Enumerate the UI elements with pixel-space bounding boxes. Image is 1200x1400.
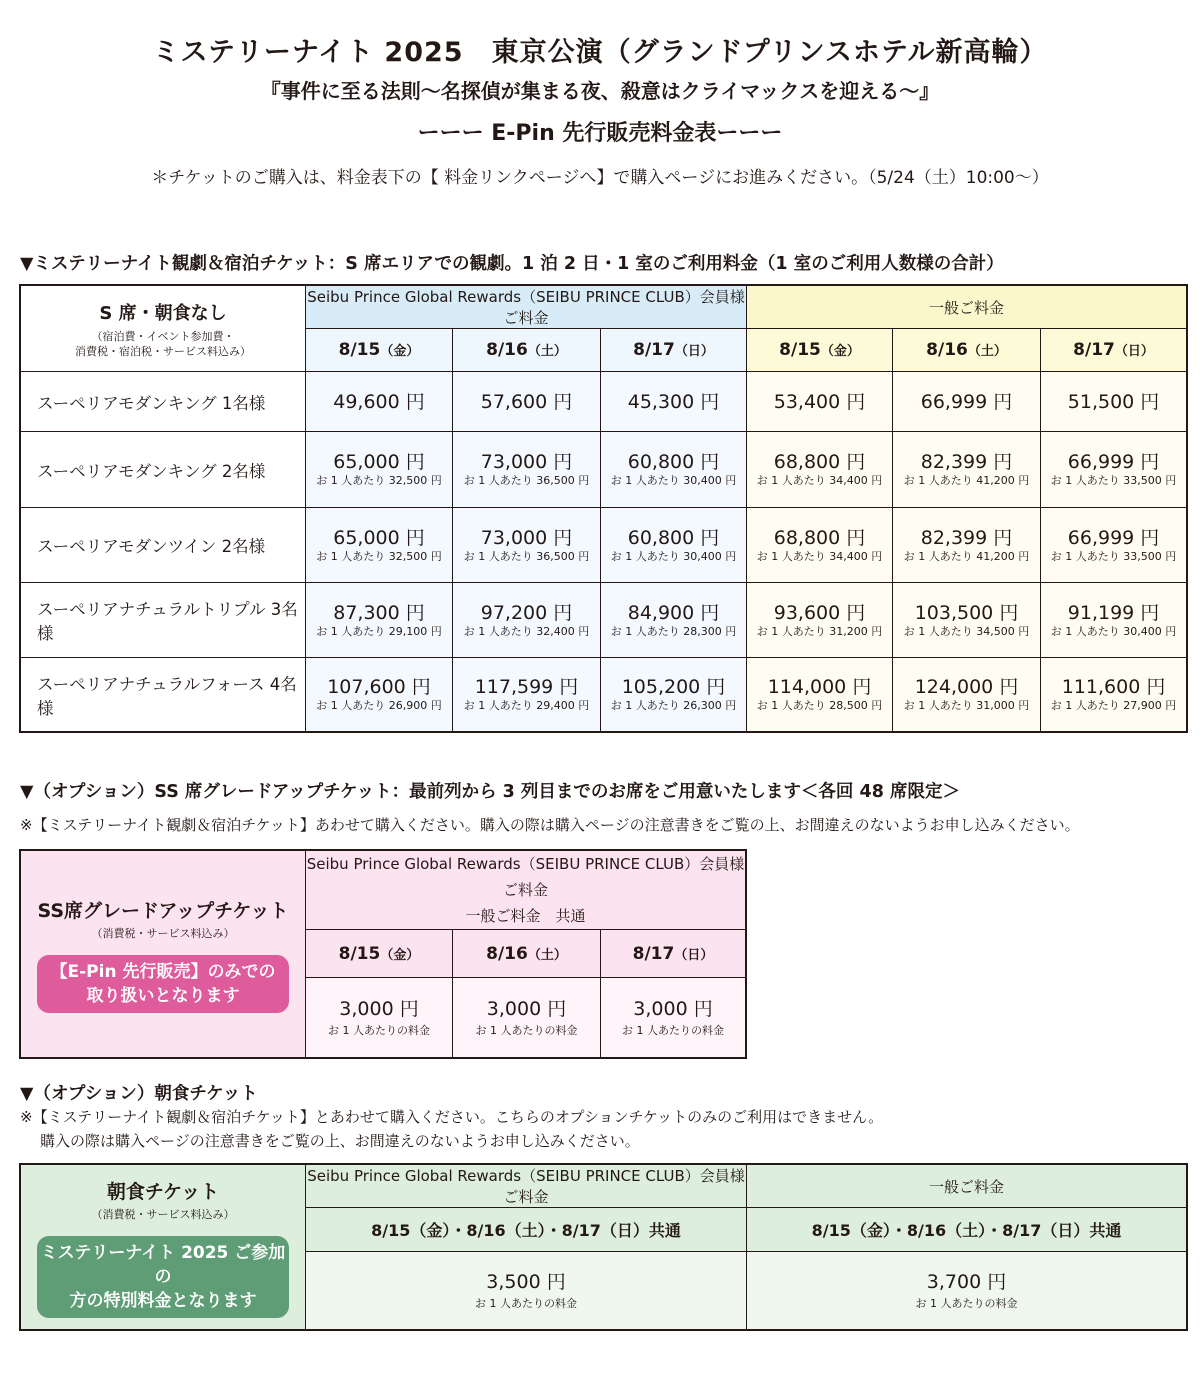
price-cell: 124,000 円 お 1 人あたり 31,000 円 (893, 658, 1041, 732)
price-cell: 107,600 円 お 1 人あたり 26,900 円 (306, 658, 453, 732)
price-cell: 97,200 円 お 1 人あたり 32,400 円 (453, 583, 601, 658)
breakfast-corner-sub: （消費税・サービス料込み） (91, 1207, 235, 1221)
stay-price-table (20, 285, 1187, 732)
price-cell: 66,999 円 (893, 372, 1041, 432)
room-type: スーペリアモダンキング 2名様 (21, 432, 306, 508)
breakfast-table (20, 1164, 1187, 1330)
price-cell: 3,700 円 お 1 人あたりの料金 (747, 1252, 1187, 1330)
price-cell: 66,999 円 お 1 人あたり 33,500 円 (1041, 432, 1187, 508)
table-row (21, 583, 1187, 658)
section3-note: 購入の際は購入ページの注意書きをご覧の上、お間違えのないようお申し込みください。 (40, 1132, 640, 1150)
room-type: スーペリアモダンキング 1名様 (21, 372, 306, 432)
ss-corner-sub: （消費税・サービス料込み） (91, 926, 235, 940)
epin-only-badge: 【E-Pin 先行販売】のみでの 取り扱いとなります (37, 955, 289, 1013)
room-type: スーペリアナチュラルトリプル 3名様 (21, 583, 306, 658)
price-cell: 3,500 円 お 1 人あたりの料金 (306, 1252, 747, 1330)
table-row (21, 372, 1187, 432)
price-cell: 84,900 円 お 1 人あたり 28,300 円 (601, 583, 747, 658)
price-cell: 49,600 円 (306, 372, 453, 432)
member-price-group: Seibu Prince Global Rewards（SEIBU PRINCE CLUB）会員様ご料金 (306, 286, 747, 329)
section3-heading: ▼（オプション）朝食チケット (20, 1084, 258, 1104)
price-cell: 3,000 円 お 1 人あたりの料金 (306, 978, 453, 1058)
special-price-badge: ミステリーナイト 2025 ご参加の 方の特別料金となります (37, 1236, 289, 1318)
price-cell: 111,600 円 お 1 人あたり 27,900 円 (1041, 658, 1187, 732)
ss-corner (21, 851, 306, 1058)
price-cell: 65,000 円 お 1 人あたり 32,500 円 (306, 508, 453, 583)
table-row (21, 432, 1187, 508)
price-cell: 68,800 円 お 1 人あたり 34,400 円 (747, 508, 893, 583)
price-cell: 93,600 円 お 1 人あたり 31,200 円 (747, 583, 893, 658)
price-cell: 45,300 円 (601, 372, 747, 432)
date-header: 8/15（金） (306, 329, 453, 372)
corner-title: S 席・朝食なし (99, 302, 227, 324)
breakfast-corner (21, 1165, 306, 1330)
table-row (21, 658, 1187, 732)
price-cell: 60,800 円 お 1 人あたり 30,400 円 (601, 508, 747, 583)
price-cell: 66,999 円 お 1 人あたり 33,500 円 (1041, 508, 1187, 583)
price-cell: 57,600 円 (453, 372, 601, 432)
date-header: 8/17（日） (601, 930, 746, 978)
date-header: 8/15（金）・8/16（土）・8/17（日）共通 (306, 1208, 747, 1252)
member-price-group: Seibu Prince Global Rewards（SEIBU PRINCE CLUB）会員様ご料金 (306, 1165, 747, 1208)
date-header: 8/16（土） (893, 329, 1041, 372)
purchase-notice: ＊チケットのご購入は、料金表下の【 料金リンクページへ】で購入ページにお進みください。（5/24（土）10:00〜） (151, 168, 1049, 188)
price-cell: 3,000 円 お 1 人あたりの料金 (601, 978, 746, 1058)
breakfast-corner-title: 朝食チケット (106, 1180, 220, 1203)
price-table-title: ーーー E-Pin 先行販売料金表ーーー (417, 121, 783, 146)
general-price-group: 一般ご料金 (747, 1165, 1187, 1208)
price-cell: 53,400 円 (747, 372, 893, 432)
corner-sub: （宿泊費・イベント参加費・ (91, 329, 235, 343)
price-cell: 114,000 円 お 1 人あたり 28,500 円 (747, 658, 893, 732)
price-cell: 117,599 円 お 1 人あたり 29,400 円 (453, 658, 601, 732)
ss-upgrade-table (20, 850, 746, 1058)
price-cell: 91,199 円 お 1 人あたり 30,400 円 (1041, 583, 1187, 658)
price-cell: 51,500 円 (1041, 372, 1187, 432)
date-header: 8/16（土） (453, 930, 601, 978)
price-cell: 73,000 円 お 1 人あたり 36,500 円 (453, 432, 601, 508)
section1-heading: ▼ミステリーナイト観劇＆宿泊チケット：S 席エリアでの観劇。1 泊 2 日・1 室のご利用料金（1 室のご利用人数様の合計） (20, 254, 1004, 274)
section2-heading: ▼（オプション）SS 席グレードアップチケット：最前列から 3 列目までのお席をご用意いたします＜各回 48 席限定＞ (20, 782, 960, 802)
stay-table-corner (21, 286, 306, 372)
date-header: 8/15（金） (306, 930, 453, 978)
price-cell: 60,800 円 お 1 人あたり 30,400 円 (601, 432, 747, 508)
price-cell: 65,000 円 お 1 人あたり 32,500 円 (306, 432, 453, 508)
date-header: 8/15（金） (747, 329, 893, 372)
price-cell: 68,800 円 お 1 人あたり 34,400 円 (747, 432, 893, 508)
table-row (21, 508, 1187, 583)
room-type: スーペリアナチュラルフォース 4名様 (21, 658, 306, 732)
price-cell: 82,399 円 お 1 人あたり 41,200 円 (893, 432, 1041, 508)
page-title: ミステリーナイト 2025 東京公演（グランドプリンスホテル新高輪） (152, 37, 1048, 68)
price-cell: 82,399 円 お 1 人あたり 41,200 円 (893, 508, 1041, 583)
date-header: 8/17（日） (1041, 329, 1187, 372)
date-header: 8/17（日） (601, 329, 747, 372)
price-cell: 3,000 円 お 1 人あたりの料金 (453, 978, 601, 1058)
general-price-group: 一般ご料金 (747, 286, 1187, 329)
ss-corner-title: SS席グレードアップチケット (37, 899, 289, 922)
date-header: 8/15（金）・8/16（土）・8/17（日）共通 (747, 1208, 1187, 1252)
date-header: 8/16（土） (453, 329, 601, 372)
corner-sub: 消費税・宿泊税・サービス料込み） (75, 344, 251, 358)
price-cell: 73,000 円 お 1 人あたり 36,500 円 (453, 508, 601, 583)
event-subtitle: 『事件に至る法則〜名探偵が集まる夜、殺意はクライマックスを迎える〜』 (260, 79, 940, 103)
price-cell: 87,300 円 お 1 人あたり 29,100 円 (306, 583, 453, 658)
ss-price-group: Seibu Prince Global Rewards（SEIBU PRINCE CLUB）会員様ご料金 一般ご料金 共通 (306, 851, 746, 930)
price-cell: 105,200 円 お 1 人あたり 26,300 円 (601, 658, 747, 732)
price-cell: 103,500 円 お 1 人あたり 34,500 円 (893, 583, 1041, 658)
section2-note: ※【ミステリーナイト観劇＆宿泊チケット】あわせて購入ください。購入の際は購入ページの注意書きをご覧の上、お間違えのないようお申し込みください。 (20, 816, 1080, 834)
room-type: スーペリアモダンツイン 2名様 (21, 508, 306, 583)
section3-note: ※【ミステリーナイト観劇＆宿泊チケット】とあわせて購入ください。こちらのオプションチケットのみのご利用はできません。 (20, 1108, 884, 1126)
